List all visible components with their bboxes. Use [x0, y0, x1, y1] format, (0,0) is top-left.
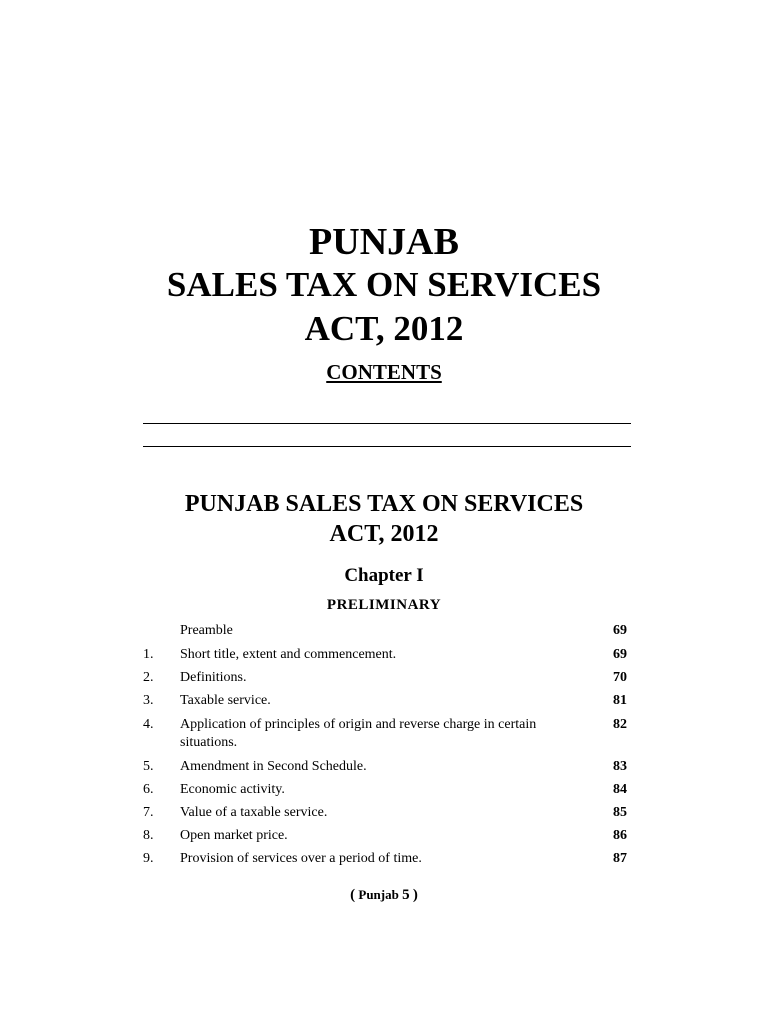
toc-entry-page: 69	[613, 647, 627, 662]
act-heading-line-1: PUNJAB SALES TAX ON SERVICES	[184, 491, 584, 517]
toc-entry-page: 87	[613, 851, 627, 866]
toc-entry-page: 70	[613, 670, 627, 685]
toc-entry-page: 85	[613, 805, 627, 820]
toc-entry-text: Application of principles of origin and reverse charge in certain situations.	[180, 717, 537, 750]
footer-open-paren: (	[350, 887, 356, 903]
toc-entry-page: 84	[613, 782, 627, 797]
toc-entry-number: 4.	[143, 717, 154, 732]
toc-entry-page: 86	[613, 828, 627, 843]
toc-entry-number: 3.	[143, 693, 154, 708]
toc-entry-page: 69	[613, 623, 627, 638]
divider-top	[143, 423, 631, 424]
toc-entry-page: 81	[613, 693, 627, 708]
toc-entry-text: Short title, extent and commencement.	[180, 647, 397, 662]
toc-entry-text: Taxable service.	[180, 693, 271, 708]
toc-entry-text: Definitions.	[180, 670, 247, 685]
toc-entry-page: 83	[613, 759, 627, 774]
section-heading: PRELIMINARY	[326, 597, 442, 613]
document-title-line-1: PUNJAB	[309, 221, 459, 263]
footer-close-paren: )	[412, 887, 418, 903]
toc-entry-page: 82	[613, 717, 627, 732]
toc-entry-text: Open market price.	[180, 828, 288, 843]
toc-entry-number: 9.	[143, 851, 154, 866]
toc-entry-text: Provision of services over a period of time.	[180, 851, 422, 866]
act-heading-line-2: ACT, 2012	[329, 521, 439, 547]
toc-entry-number: 7.	[143, 805, 154, 820]
toc-entry-text: Economic activity.	[180, 782, 285, 797]
footer-page-number: 5	[402, 887, 410, 903]
toc-entry-number: 6.	[143, 782, 154, 797]
chapter-title: Chapter I	[344, 565, 424, 586]
toc-entry-text: Preamble	[180, 623, 233, 638]
divider-bottom	[143, 446, 631, 447]
document-title-line-3: ACT, 2012	[304, 309, 464, 348]
contents-heading-text: CONTENTS	[326, 360, 442, 384]
toc-entry-number: 8.	[143, 828, 154, 843]
toc-entry-number: 1.	[143, 647, 154, 662]
toc-entry-number: 5.	[143, 759, 154, 774]
toc-entry-text: Amendment in Second Schedule.	[180, 759, 367, 774]
contents-heading	[0, 360, 768, 384]
footer-label: Punjab	[358, 887, 399, 902]
document-title-line-2: SALES TAX ON SERVICES	[166, 265, 602, 304]
toc-entry-text: Value of a taxable service.	[180, 805, 328, 820]
toc-entry-number: 2.	[143, 670, 154, 685]
page-footer	[0, 886, 768, 904]
